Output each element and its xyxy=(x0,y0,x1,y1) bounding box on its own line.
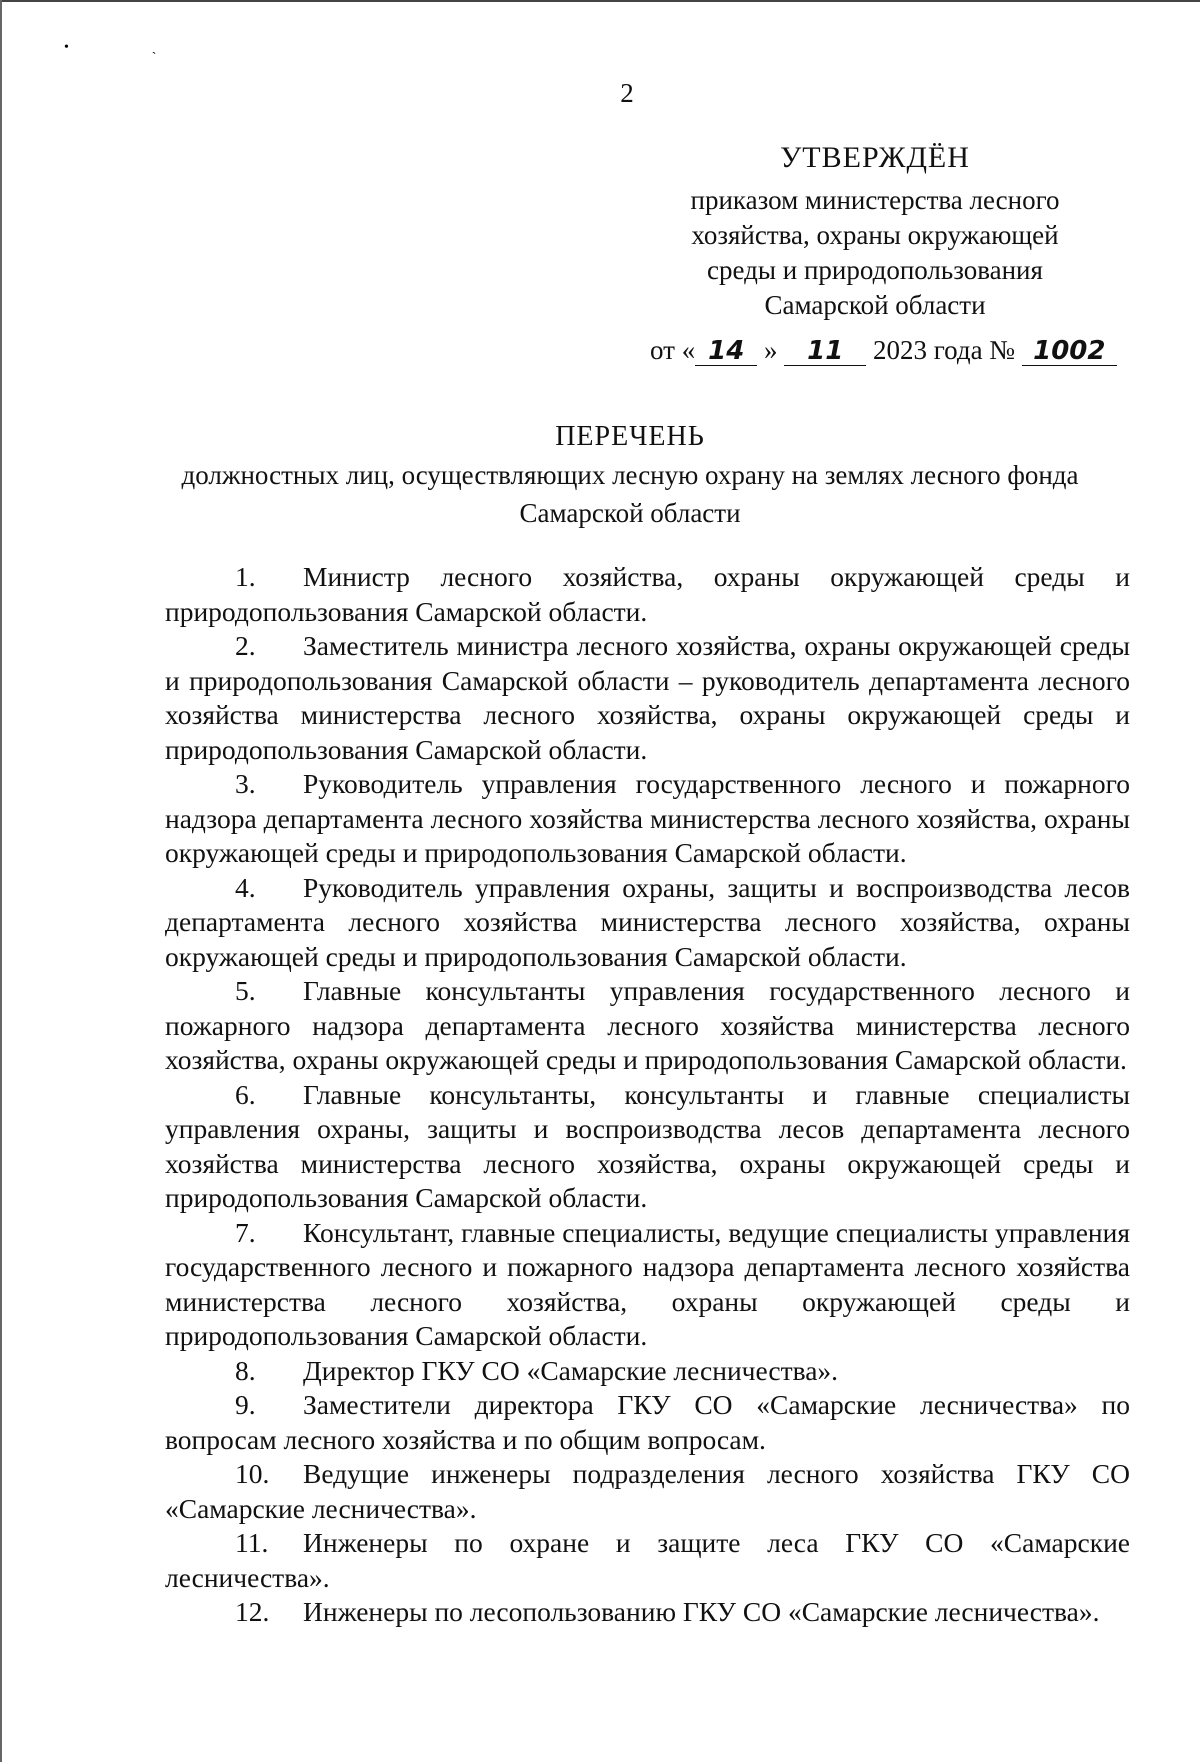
list-item-text: Руководитель управления государственного лесного и пожарного надзора департамента лесного хозяйства министерства лесного хозяйства, охраны окружающей среды и природопользования Самарской области. xyxy=(165,768,1130,868)
page-number: 2 xyxy=(620,78,634,108)
order-line xyxy=(650,335,1110,366)
order-day-handwritten: 14 xyxy=(695,337,757,366)
order-year-label: 2023 года № xyxy=(872,335,1016,365)
document-title: ПЕРЕЧЕНЬ xyxy=(555,421,705,452)
approval-title: УТВЕРЖДЁН xyxy=(780,141,970,174)
list-item xyxy=(165,1388,1130,1457)
approval-line: хозяйства, охраны окружающей xyxy=(691,220,1059,250)
list-item-number: 6. xyxy=(235,1078,256,1110)
list-item xyxy=(165,767,1130,871)
list-item-text: Руководитель управления охраны, защиты и воспроизводства лесов департамента лесного хозяйства министерства лесного хозяйства, охраны окружающей среды и природопользования Самарской области. xyxy=(165,871,1130,972)
approval-stamp xyxy=(650,140,1100,323)
list-item xyxy=(165,560,1130,629)
list-item-number: 12. xyxy=(235,1596,270,1627)
order-quote-close: » xyxy=(763,335,778,365)
officials-list xyxy=(165,560,1130,1630)
list-item-text: Инженеры по лесопользованию ГКУ СО «Самарские лесничества». xyxy=(303,1596,1100,1627)
list-item xyxy=(165,1457,1130,1526)
list-item-text: Консультант, главные специалисты, ведущие специалисты управления государственного лесного и пожарного надзора департамента лесного хозяйства министерства лесного хозяйства, охраны окружающей среды и природопользования Самарской области. xyxy=(165,1216,1130,1351)
list-item-number: 3. xyxy=(235,768,256,799)
list-item-number: 11. xyxy=(235,1527,269,1558)
scan-edge-left xyxy=(0,0,2,1762)
scan-edge-top xyxy=(0,0,1200,2)
approval-line: Самарской области xyxy=(764,290,986,320)
list-item-number: 10. xyxy=(235,1458,270,1489)
list-item xyxy=(165,1216,1130,1354)
list-item-number: 7. xyxy=(235,1216,256,1248)
list-item xyxy=(165,974,1130,1078)
list-item-text: Директор ГКУ СО «Самарские лесничества». xyxy=(303,1354,839,1386)
list-item-text: Ведущие инженеры подразделения лесного хозяйства ГКУ СО «Самарские лесничества». xyxy=(165,1458,1130,1524)
list-item-text: Главные консультанты, консультанты и главные специалисты управления охраны, защиты и воспроизводства лесов департамента лесного хозяйства министерства лесного хозяйства, охраны окружающей среды и природопользования Самарской области. xyxy=(165,1078,1130,1213)
approval-line: среды и природопользования xyxy=(707,255,1043,285)
list-item-text: Заместители директора ГКУ СО «Самарские лесничества» по вопросам лесного хозяйства и по общим вопросам. xyxy=(165,1389,1130,1455)
document-subtitle-line: Самарской области xyxy=(519,498,741,528)
list-item-text: Инженеры по охране и защите леса ГКУ СО «Самарские лесничества». xyxy=(165,1527,1130,1593)
list-item-number: 9. xyxy=(235,1389,256,1420)
list-item-text: Главные консультанты управления государственного лесного и пожарного надзора департамента лесного хозяйства министерства лесного хозяйства, охраны окружающей среды и природопользования Самарской области. xyxy=(165,975,1130,1075)
list-item xyxy=(165,1526,1130,1595)
list-item-number: 1. xyxy=(235,561,256,592)
list-item xyxy=(165,629,1130,767)
list-item-number: 2. xyxy=(235,630,256,661)
scan-specks: • ˎ xyxy=(64,40,197,55)
list-item-number: 8. xyxy=(235,1354,256,1386)
list-item-number: 5. xyxy=(235,975,256,1006)
list-item-number: 4. xyxy=(235,871,256,903)
order-month-handwritten: 11 xyxy=(784,337,866,366)
approval-line: приказом министерства лесного xyxy=(690,185,1060,215)
list-item xyxy=(165,1078,1130,1216)
list-item-text: Заместитель министра лесного хозяйства, охраны окружающей среды и природопользования Самарской области – руководитель департамента лесного хозяйства министерства лесного хозяйства, охраны окружающей среды и природопользования Самарской области. xyxy=(165,630,1130,765)
document-subtitle-line: должностных лиц, осуществляющих лесную охрану на землях лесного фонда xyxy=(181,460,1079,490)
document-heading xyxy=(150,418,1110,532)
list-item-text: Министр лесного хозяйства, охраны окружающей среды и природопользования Самарской области. xyxy=(165,561,1130,627)
list-item xyxy=(165,1595,1130,1630)
list-item xyxy=(165,871,1130,975)
order-from-label: от « xyxy=(650,335,696,365)
order-number-handwritten: 1002 xyxy=(1022,337,1117,366)
list-item xyxy=(165,1354,1130,1389)
